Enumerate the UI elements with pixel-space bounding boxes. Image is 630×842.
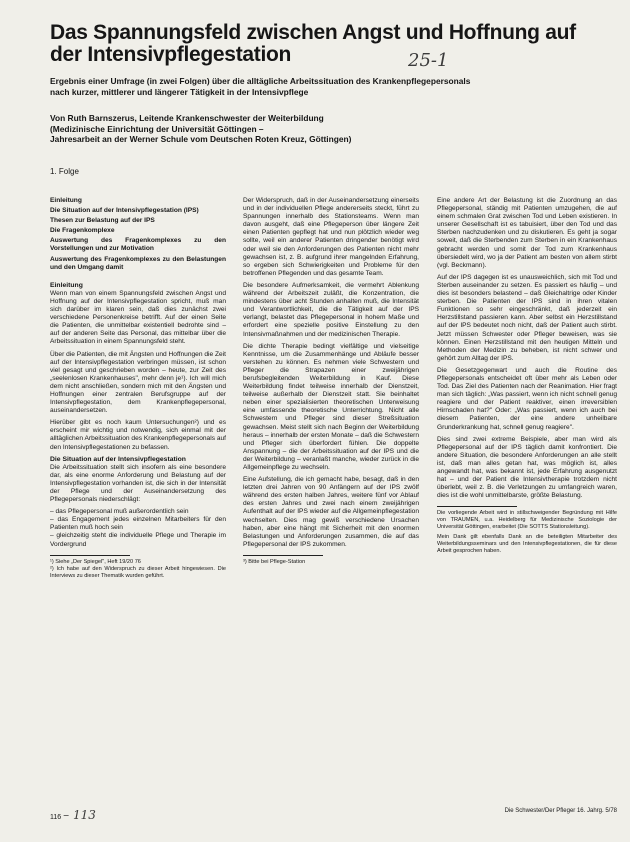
footnote: Mein Dank gilt ebenfalls Dank an die beteiligten Mitarbeiter des Weiterbildungsseminars und den Intensivpflegestationen, die für diese Arbeit gesprochen haben. (437, 534, 617, 555)
paragraph: Die Gesetzgegenwart und auch die Routine des Pflegepersonals entscheidet oft über mehr als Leben oder Tod. Das Ziel des Patienten nach der Reanimation. Hier fragt man sich täglich: „Was passiert, wenn ich nicht schnell genug reagiere und der Patient reaktiver, einen irreversiblen Hirnschaden hat?" Oder: „Was passiert, wenn ich auch bei diesem Patienten, der eine andere unheilbare Grunderkrankung hat, schnell genug reagiere". (437, 366, 617, 431)
column-1 (50, 197, 226, 580)
toc-item: Die Fragenkomplexe (50, 227, 115, 235)
footnote: Die vorliegende Arbeit wird in stillschweigender Begründung mit Hilfe von TRAUMEN, u.a. Heidelberg für Medizinische Soziologie der Universität Göttingen, erarbeitet (Die SOTTS Stationsleitung). (437, 510, 617, 531)
printed-page-number: 116 (50, 814, 62, 821)
table-of-contents (50, 197, 226, 272)
paragraph: Die besondere Aufmerksamkeit, die vermehrt Ablenkung während der Arbeitszeit zuläßt, die Konzentration, die mindestens über acht Stunden anhalten muß, die Intensität und Verantwortlichkeit, die die Tätigkeit auf der IPS verlangt, belastet das Pflegepersonal in hohem Maße und erfordert eine spezielle positive Einstellung zu den Intensivmaßnahmen und der medizinischen Therapie. (243, 281, 419, 338)
bullet-list (50, 508, 226, 548)
toc-item: Thesen zur Belastung auf der IPS (50, 217, 155, 225)
footnote-divider (243, 555, 323, 556)
paragraph: Eine andere Art der Belastung ist die Zuordnung an das Pflegepersonal, ständig mit Patienten umzugehen, die auf einem schmalen Grat zwischen Tod und Leben existieren. In unserer Gesellschaft ist es tabuisiert, über den Tod und das Sterben nachzudenken und zu diskutieren. Es geht ja sogar soweit, daß die Sterbenden zum Sterben in ein Krankenhaus gebracht werden und somit der Tod zum Krankenhaus übersiedelt wird, wo ja der Patient am besten von allem stirbt (vgl. Beckmann). (437, 197, 617, 269)
article-subtitle: Ergebnis einer Umfrage (in zwei Folgen) über die alltägliche Arbeitssituation des Krankenpflegepersonals nach kurzer, mittlerer und längerer Tätigkeit in der Intensivpflege (50, 76, 471, 97)
paragraph: Der Widerspruch, daß in der Auseinandersetzung einerseits und in der individuellen Pflege andererseits steckt, führt zu Spannungen innerhalb des Stationsteams. Wenn man davon ausgeht, daß eine Pflegeperson über längere Zeit einen Patienten gepflegt hat und nun plötzlich wieder weg sollte, weil ein anderer Patienten dringender benötigt wird oder weil sie den Anforderungen des Patienten nicht mehr gewachsen ist, z. B. aufgrund ihrer mangelnden Erfahrung, so ergeben sich Schwierigkeiten und Probleme für den betroffenen Pflegenden und das gesamte Team. (243, 197, 419, 277)
paragraph: Eine Aufstellung, die ich gemacht habe, besagt, daß in den letzten drei Jahren von 90 Anfängern auf der IPS zwölf während des ersten halben Jahres, weitere fünf vor Ablauf des ersten Jahres und zwei nach einem zweijährigen Aufenthalt auf der IPS wieder auf die Allgemeinpflegestation wechselten. Dies mag gewiß verschiedene Ursachen haben, aber eine hängt mit Sicherheit mit den enormen Belastungen und Anforderungen zusammen, die auf das Pflegepersonal der IPS zukommen. (243, 476, 419, 548)
footnote: ¹) Siehe „Der Spiegel", Heft 19/20 76 (50, 558, 141, 565)
section-heading-situation: Die Situation auf der Intensivpflegestation (50, 455, 186, 463)
handwritten-note: 25-1 (408, 50, 449, 71)
footnote-divider (50, 555, 130, 556)
paragraph: Hierüber gibt es noch kaum Untersuchungen²) und es erscheint mir wichtig und notwendig, sich einmal mit der alltäglichen Arbeitssituation des Krankenpflegepersonals auf den Intensivpflegestationen zu befassen. (50, 419, 226, 451)
toc-item: Die Situation auf der Intensivpflegestation (IPS) (50, 207, 199, 215)
paragraph: Die Arbeitssituation stellt sich insofern als eine besondere dar, als eine enorme Anforderung und Belastung auf der Intensivpflegestation vorhanden ist, die sich in der Intensität der Pflege und der Auseinandersetzung des Pflegepersonals niederschlägt: (50, 463, 226, 504)
paragraph: Wenn man von einem Spannungsfeld zwischen Angst und Hoffnung auf der Intensivpflegestation spricht, muß man sich darüber im klaren sein, daß dies zunächst zwei verschiedene Personenkreise betrifft. Auf der einen Seite die Patienten, die unmittelbar existentiell bedrohte sind – auf der anderen Seite das Personal, das mittelbar über die Arbeitssituation in einem Spannungsfeld steht. (50, 289, 226, 346)
page-number (50, 808, 96, 822)
paragraph: Die dichte Therapie bedingt vielfältige und vielseitige Kenntnisse, um die Zusammenhänge und Abläufe besser verstehen zu können. Es nehmen viele Schwestern und Pfleger die Strapazen einer zweijährigen berufsbegleitenden Weiterbildung in Kauf. Diese Weiterbildung findet teilweise innerhalb der Dienstzeit, teilweise außerhalb der Dienstzeit statt. Sie beinhaltet neben einer spezialisierten theoretischen Unterweisung eine umfassende theoretische Unterrichtung. Nicht alle Schwestern und Pfleger sind dieser Streßsituation gewachsen. Meist stellt sich nach Beginn der Weiterbildung heraus – innerhalb der ersten Monate – daß die Schwestern und Pfleger sich überfordert fühlen. Die doppelte Anspannung – die der Arbeitssituation auf der IPS und die der Weiterbildung – veranlaßt manche, wieder zurück in die Allgemeinpflege zu wechseln. (243, 342, 419, 471)
section-heading-intro: Einleitung (50, 281, 83, 289)
part-label: 1. Folge (50, 167, 79, 176)
list-item: – das Engagement jedes einzelnen Mitarbeiters für den Patienten muß hoch sein (50, 516, 226, 532)
footnote-divider (437, 506, 517, 507)
paragraph: Dies sind zwei extreme Beispiele, aber man wird als Pflegepersonal auf der IPS täglich damit konfrontiert. Die andere Situation, die besondere Anforderungen an alle stellt ist, daß man alles getan hat, was möglich ist, alles angewandt hat, was bekannt ist, jede Erfahrung ausgenutzt hat – und der Patient die Intensivtherapie trotzdem nicht überlebt, weil z. B. die Verletzungen zu umfangreich waren, dies ist die wohl unmittelbarste, größte Belastung. (437, 435, 617, 500)
list-item: – gleichzeitig steht die individuelle Pflege und Therapie im Vordergrund (50, 532, 226, 548)
running-footer: Die Schwester/Der Pfleger 16. Jahrg. 5/78 (504, 808, 617, 814)
toc-item: Auswertung des Fragenkomplexes zu den Vorstellungen und zur Motivation (50, 237, 226, 253)
toc-item: Einleitung (50, 197, 82, 204)
list-item: – das Pflegepersonal muß außerordentlich sein (50, 508, 189, 516)
column-3 (437, 197, 617, 555)
paragraph: Auf der IPS dagegen ist es unausweichlich, sich mit Tod und Sterben auseinander zu setzen. Es passiert es häufig – und dies ist besonders belastend – daß Gleichaltrige oder Kinder sterben. Die Patienten der IPS sind in ihren vitalen Funktionen so sehr eingeschränkt, daß jederzeit ein Herzstillstand passieren kann. Aber selbst ein Herzstillstand auf der IPS bedeutet noch nicht, daß der Patient auch stirbt. Jetzt müssen Schwester oder Pfleger beweisen, was sie können. Einen Herzstillstand mit den heutigen Mitteln und Methoden der Medizin zu beheben, ist nicht schwer und gehört zum Alltag der IPS. (437, 273, 617, 362)
handwritten-page-number: – 113 (63, 808, 96, 822)
article-title: Das Spannungsfeld zwischen Angst und Hoffnung auf der Intensivpflegestation (50, 21, 576, 66)
author-byline: Von Ruth Barnszerus, Leitende Krankenschwester der Weiterbildung (Medizinische Einrichtung der Universität Göttingen – Jahresarbeit an der Werner Schule vom Deutschen Roten Kreuz, Göttingen) (50, 113, 352, 144)
footnote: ³) Bitte bei Pflege-Station (243, 558, 306, 565)
footnote: ²) Ich habe auf den Widerspruch zu dieser Arbeit hingewiesen. Die Interviews zu dieser Thematik wurden geführt. (50, 565, 226, 579)
paragraph: Über die Patienten, die mit Ängsten und Hoffnungen die Zeit auf der Intensivpflegestation verbringen müssen, ist schon viel gesagt und geschrieben worden – heute, zur Zeit des „seelenlosen Krankenhauses", mehr denn je¹). Ich will mich dem nicht anschließen, sondern mich mit den Ängsten und Hoffnungen einer zentralen Berufsgruppe auf der Intensivpflegestation, dem Krankenpflegepersonal, auseinandersetzen. (50, 350, 226, 415)
toc-item: Auswertung des Fragenkomplexes zu den Belastungen und den Umgang damit (50, 255, 226, 271)
column-2 (243, 197, 419, 566)
